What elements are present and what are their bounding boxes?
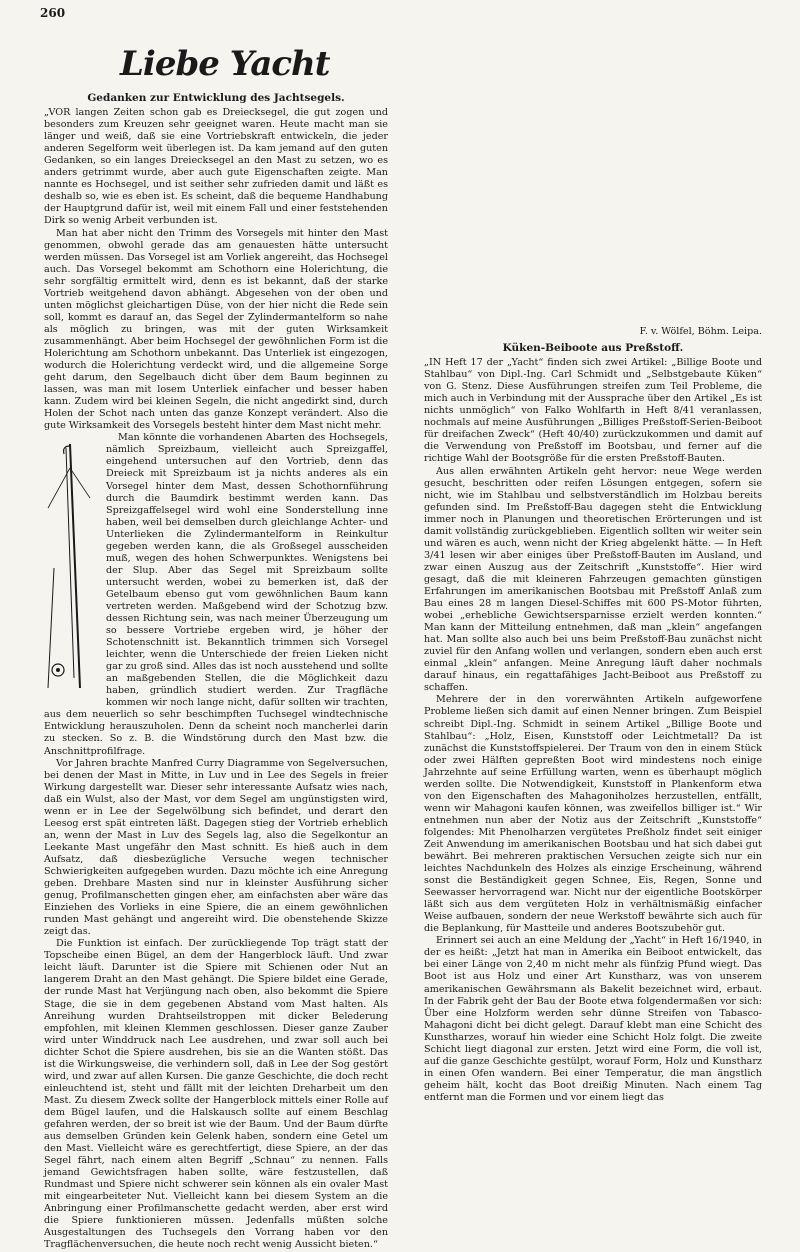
right-column: [424, 40, 762, 1104]
page-number: 260: [40, 6, 66, 20]
article1-paragraph-with-figure: [44, 432, 388, 938]
article2-paragraph: Erinnert sei auch an eine Meldung der „Yacht“ in Heft 16/1940, in der es heißt: „Jetzt hat man in Amerika ein Beiboot entwickelt, das bei einer Länge von 2,40 m nicht mehr als fünfzig Pfund wiegt. Das Boot ist aus Holz und einer Art Kunstharz, was von unserem amerikanischen Gewährsmann als Bakelit bezeichnet wird, erbaut. In der Fabrik geht der Bau der Boote etwa folgendermaßen vor sich: Über eine Holzform werden sehr dünne Streifen von Tabasco-Mahagoni dicht bei dicht gelegt. Darauf klebt man eine Schicht des Kunstharzes, worauf hin wieder eine Schicht Holz folgt. Die zweite Schicht liegt diagonal zur ersten. Jetzt wird eine Form, die voll ist, auf die ganze Geschichte gestülpt, worauf Form, Holz und Kunstharz in einen Ofen wandern. Bei einer Temperatur, die man ängstlich geheim hält, kocht das Boot dreißig Minuten. Nach einem Tag entfernt man die Formen und vor einem liegt das: [424, 935, 762, 1103]
article2-title: Küken-Beiboote aus Preßstoff.: [502, 342, 684, 355]
mast-spar-sketch-icon: [40, 438, 98, 698]
article2-paragraph: Mehrere der in den vorerwähnten Artikeln aufgeworfene Probleme ließen sich damit auf einen Nenner bringen. Zum Beispiel schreibt Dipl.-Ing. Schmidt in seinem Artikel „Billige Boote und Stahlbau“: „Holz, Eisen, Kunststoff oder Leichtmetall? Da ist zunächst die Kunststoffspielerei. Der Traum von den in einem Stück oder zwei Hälften gepreßten Boot wird mindestens noch einige Jahrzehnte auf seine Erfüllung warten, wenn es überhaupt möglich werden sollte. Die Notwendigkeit, Kunststoff in Plankenform etwa von den Eigenschaften des Mahagoniholzes herzustellen, entfällt, wenn wir Mahagoni kaufen können, was zweifellos billiger ist.“ Wir entnehmen nun aber der Notiz aus der Zeitschrift „Kunststoffe“ folgendes: Mit Phenolharzen vergütetes Preßholz findet seit einiger Zeit Anwendung im amerikanischen Bootsbau und hat sich dabei gut bewährt. Bei mehreren praktischen Versuchen zeigte sich nur ein leichtes Nachdunkeln des Holzes als einzige Erscheinung, während sonst die Beständigkeit gegen Schnee, Eis, Regen, Sonne und Seewasser hervorragend war. Nicht nur der eigentliche Bootskörper läßt sich aus dem vergüteten Holz in verhältnismäßig einfacher Weise aufbauen, sondern der neue Werkstoff bewährte sich auch für die Beplankung, für Mastteile und anderes Bootszubehör gut.: [424, 694, 762, 935]
article2-paragraph: „IN Heft 17 der „Yacht“ finden sich zwei Artikel: „Billige Boote und Stahlbau“ von Dipl.-Ing. Carl Schmidt und „Selbstgebaute Küken“ von G. Stenz. Diese Ausführungen streifen zum Teil Probleme, die mich auch in Verbindung mit der Aussprache über den Artikel „Es ist nichts unmöglich“ von Falko Wohlfarth in Heft 8/41 veranlassen, nochmals auf meine Ausführungen „Billiges Preßstoff-Serien-Beiboot für dreifachen Zweck“ (Heft 40/40) zurückzukommen und damit auf die Verwendung von Preßstoff im Bootsbau, und ferner auf die richtige Wahl der Bootsgröße für die ersten Preßstoff-Bauten.: [424, 357, 762, 465]
liebe-yacht-logo: Liebe Yacht: [120, 44, 330, 84]
article1-paragraph: Man könnte die vorhandenen Abarten des Hochsegels, nämlich Spreizbaum, vielleicht auch Spreizgaffel, eingehend untersuchen auf den Vortrieb, denn das Dreieck mit Spreizbaum ist ja nichts anderes als ein Vorsegel hinter dem Mast, dessen Schothornführung durch die Baumdirk bestimmt werden kann. Das Spreizgaffelsegel wird wohl eine Sonderstellung inne haben, weil bei demselben durch gleichlange Achter- und Unterlieken die Zylindermantelform in Reinkultur gegeben werden kann, die als Großsegel ausscheiden muß, wegen des hohen Schwerpunktes. Wenigstens bei der Slup. Aber das Segel mit Spreizbaum sollte untersucht werden, wobei zu bemerken ist, daß der Getelbaum ebenso gut vom gewöhnlichen Baum kann vertreten werden. Maßgebend wird der Schotzug bzw. dessen Richtung sein, was nach meiner Überzeugung um so bessere Vortriebe ergeben wird, je höher der Schotenschnitt ist. Bekanntlich trimmen sich Vorsegel leichter, wenn die Unterschiede der freien Lieken nicht gar zu groß sind. Alles das ist noch ausstehend und sollte an maßgebenden Stellen, die die Möglichkeit dazu haben, gründlich studiert werden. Zur Tragfläche kommen wir noch lange nicht, dafür sollten wir trachten, aus dem neuerlich so sehr beschimpften Tuchsegel windtechnische Entwicklung herauszuholen. Denn da scheint noch mancherlei darin zu stecken. So z. B. die Windstörung durch den Mast bzw. die Anschnittprofilfrage.: [44, 432, 388, 757]
article2-paragraph: Aus allen erwähnten Artikeln geht hervor: neue Wege werden gesucht, beschritten oder reifen Lösungen entgegen, sofern sie nicht, wie im Stahlbau und selbstverständlich im Holzbau bereits gefunden sind. Im Preßstoff-Bau dagegen steht die Entwicklung immer noch in Planungen und theoretischen Erörterungen und ist damit vollständig zurückgeblieben. Eigentlich sollten wir weiter sein und wären es auch, wenn nicht der Krieg abgelenkt hätte. — In Heft 3/41 lesen wir aber einiges über Preßstoff-Bauten im Ausland, und zwar einen Auszug aus der Zeitschrift „Kunststoffe“. Hier wird gesagt, daß die mit kleineren Fahrzeugen gemachten günstigen Erfahrungen im amerikanischen Bootsbau mit Preßstoff Anlaß zum Bau eines 28 m langen Diesel-Schiffes mit 600 PS-Motor führten, wobei „erhebliche Gewichtsersparnisse erzielt werden konnten.“ Man kann der Mitteilung entnehmen, daß man „klein“ angefangen hat. Man sollte also auch bei uns beim Preßstoff-Bau zunächst nicht zuviel für den Anfang wollen und verlangen, sondern eben auch erst einmal „klein“ anfangen. Meine Anregung läuft daher nochmals darauf hinaus, ein regattafähiges Jacht-Beiboot aus Preßstoff zu schaffen.: [424, 465, 762, 694]
article1-title: Gedanken zur Entwicklung des Jachtsegels.: [87, 92, 345, 104]
article1-paragraph: „VOR langen Zeiten schon gab es Dreiecksegel, die gut zogen und besonders zum Kreuzen sehr geeignet waren. Heute macht man sie länger und weiß, daß sie eine Vortriebskraft entwickeln, die jeder anderen Segelform weit überlegen ist. Da kam jemand auf den guten Gedanken, so ein langes Dreiecksegel an den Mast zu setzen, wo es anders getrimmt wurde, aber auch gute Eigenschaften zeigte. Man nannte es Hochsegel, und ist seither sehr zufrieden damit und läßt es deshalb so, wie es eben ist. Es scheint, daß die bequeme Handhabung der Hauptgrund dafür ist, weil mit einem Fall und einer feststehenden Dirk so wenig Arbeit verbunden ist.: [44, 107, 388, 227]
article1-signature: F. v. Wölfel, Böhm. Leipa.: [639, 326, 762, 337]
left-column: [44, 44, 388, 1251]
article1-paragraph: Vor Jahren brachte Manfred Curry Diagramme von Segelversuchen, bei denen der Mast in Mitte, in Luv und in Lee des Segels in freier Wirkung dargestellt war. Dieser sehr interessante Aufsatz wies nach, daß ein Wulst, also der Mast, vor dem Segel am ungünstigsten wird, wenn er in Lee der Segelwölbung sich befindet, und derart den Leesog erst spät eintreten läßt. Dagegen stieg der Vortrieb erheblich an, wenn der Mast in Luv des Segels lag, also die Segelkontur an Leekante Mast ungefähr den Mast schnitt. Es hieß auch in dem Aufsatz, daß diesbezügliche Versuche wegen technischer Schwierigkeiten aufgegeben wurden. Dazu möchte ich eine Anregung geben. Drehbare Masten sind nur in kleinster Ausführung sicher genug, Profilmanschetten gingen eher, am einfachsten aber wäre das Einziehen des Vorlieks in eine Spiere, die an einem gewöhnlichen runden Mast gehängt und angereiht wird. Die obenstehende Skizze zeigt das.: [44, 757, 388, 938]
article1-paragraph-continued: Die Funktion ist einfach. Der zurückliegende Top trägt statt der Topscheibe einen Bügel, an dem der Hangerblock läuft. Und zwar leicht läuft. Darunter ist die Spiere mit Schienen oder Nut an langerem Draht an den Mast gehängt. Die Spiere bildet eine Gerade, der runde Mast hat Verjüngung nach oben, also bekommt die Spiere Stage, die sie in dem gegebenen Abstand vom Mast halten. Als Anreihung wurden Drahtseilstroppen mit dicker Belederung empfohlen, mit kleinen Klemmen geschlossen. Dieser ganze Zauber wird unter Winddruck nach Lee ausdrehen, und zwar soll auch bei dichter Schot die Spiere ausdrehen, bis sie an die Wanten stößt. Das ist die Wirkungsweise, die verhindern soll, daß in Lee der Sog gestört wird, und zwar auf allen Kursen. Die ganze Geschichte, die doch recht einleuchtend ist, steht und fällt mit der leichten Dreharbeit um den Mast. Zu diesem Zweck sollte der Hangerblock mittels einer Rolle auf dem Bügel laufen, und die Halskausch sollte auf einem Beschlag gefahren werden, der so breit ist wie der Baum. Und der Baum dürfte aus demselben Gründen kein Gelenk haben, sondern eine Getel um den Mast. Vielleicht wäre es gerechtfertigt, diese Spiere, an der das Segel fährt, nach einem alten Begriff „Schnau“ zu nennen. Falls jemand Gewichtsfragen haben sollte, wäre festzustellen, daß Rundmast und Spiere nicht schwerer sein können als ein ovaler Mast mit eingearbeiteter Nut. Vielleicht kann bei diesem System an die Anbringung einer Profilmanschette gedacht werden, aber erst wird die Spiere funktionieren müssen. Jedenfalls müßten solche Ausgestaltungen des Tuchsegels den Vorrang haben vor den Tragflächenversuchen, die heute noch recht wenig Aussicht bieten.“: [44, 938, 388, 1251]
article1-paragraph: Man hat aber nicht den Trimm des Vorsegels mit hinter den Mast genommen, obwohl gerade das am genauesten hätte untersucht werden müssen. Das Vorsegel ist am Vorliek angereiht, das Hochsegel auch. Das Vorsegel bekommt am Schothorn eine Holerichtung, die sehr sorgfältig ermittelt wird, denn es ist bekannt, daß der starke Vortrieb weitgehend davon abhängt. Abgesehen von der oben und unten möglichst gleichartigen Düse, von der hier nicht die Rede sein soll, kommt es darauf an, das Segel der Zylindermantelform so nahe als möglich zu bringen, was mit der guten Wirksamkeit zusammenhängt. Aber beim Hochsegel der gewöhnlichen Form ist die Holerichtung am Schothorn unbekannt. Das Unterliek ist eingezogen, wodurch die Holerichtung verdeckt wird, und die allgemeine Sorge geht darum, den Segelbauch dicht über dem Baum beginnen zu lassen, was man mit losem Unterliek einfacher und besser haben kann. Zudem wird bei kleinen Segeln, die nicht angedirkt sind, durch Holen der Schot nach unten das ganze Konzept verändert. Also die gute Wirksamkeit des Vorsegels besteht hinter dem Mast nicht mehr.: [44, 227, 388, 432]
